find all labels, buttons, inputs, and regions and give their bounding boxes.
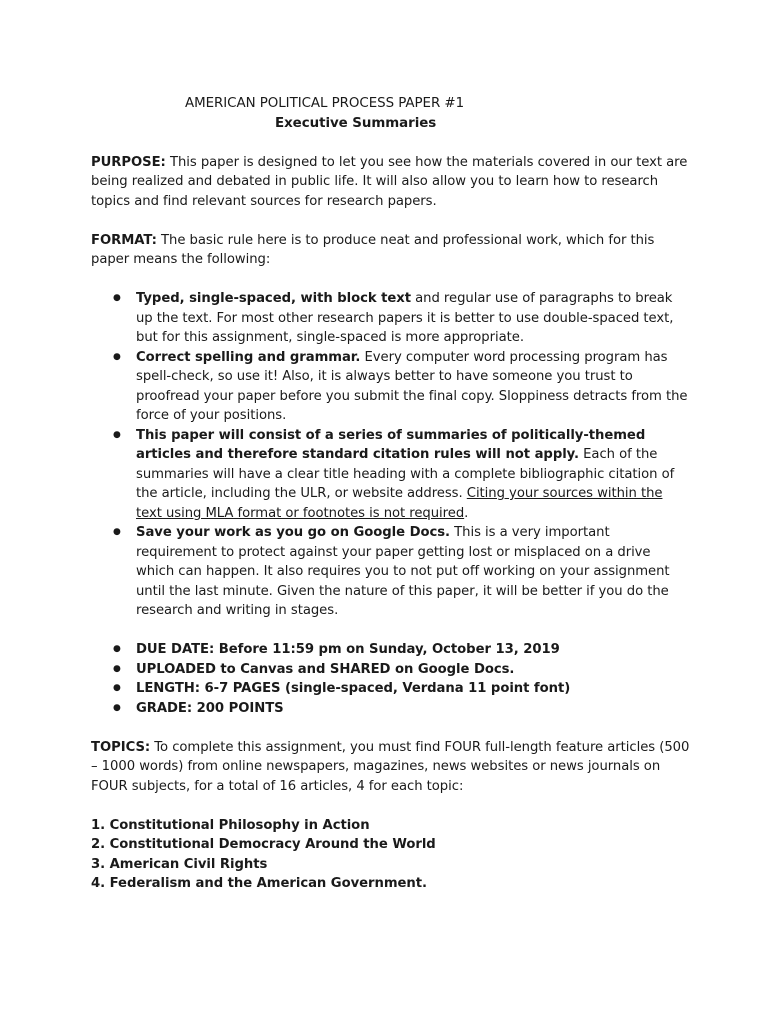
requirement-text: Each of the summaries will have a clear title heading with a complete bibliographic citation of the article, including the ULR, or website address. (136, 447, 675, 501)
requirement-heading: This paper will consist of a series of summaries of politically-themed articles and therefore standard citation rules will not apply. (136, 427, 646, 462)
topic-item: 2. Constitutional Democracy Around the World (91, 837, 436, 852)
citation-note-end: . (464, 505, 469, 521)
due-date-item: ● DUE DATE: Before 11:59 pm on Sunday, October 13, 2019 (91, 640, 691, 660)
requirement-heading: Typed, single-spaced, with block text (136, 291, 411, 306)
requirement-heading: Save your work as you go on Google Docs. (136, 525, 451, 540)
purpose-text: This paper is designed to let you see how the materials covered in our text are being realized and debated in public life. It will also allow you to learn how to research topics and find relevant sources for research papers. (91, 154, 688, 209)
requirement-heading: Correct spelling and grammar. (136, 349, 361, 365)
topic-item: 3. American Civil Rights (91, 856, 268, 872)
topics-paragraph (91, 738, 691, 797)
grade-item: ● GRADE: 200 POINTS (91, 699, 691, 719)
requirement-text: This is a very important requirement to protect against your paper getting lost or misplaced on a drive which can happen. It also requires you to not put off working on your assignment until the last minute. Given the nature of this paper, it will be better if you do the research and writing in stages. (136, 525, 670, 618)
topic-item: 4. Federalism and the American Government. (91, 876, 427, 891)
requirements-list (91, 289, 691, 621)
purpose-label: PURPOSE: (91, 154, 166, 170)
list-item (91, 289, 691, 348)
format-label: FORMAT: (91, 232, 157, 248)
topics-label: TOPICS: (91, 739, 151, 755)
list-item (91, 523, 691, 621)
requirement-text: and regular use of paragraphs to break up the text. For most other research papers it is better to use double-spaced text, but for this assignment, single-spaced is more appropriate. (136, 291, 674, 345)
topic-item: 1. Constitutional Philosophy in Action (91, 817, 370, 833)
topics-list (91, 816, 691, 894)
purpose-paragraph (91, 153, 691, 212)
format-paragraph (91, 231, 691, 270)
topics-text: To complete this assignment, you must find FOUR full-length feature articles (500 – 1000 words) from online newspapers, magazines, news websites or news journals on FOUR subjects, for a total of 16 articles, 4 for each topic: (91, 739, 690, 794)
requirement-text: Every computer word processing program has spell-check, so use it! Also, it is always better to have someone you trust to proofread your paper before you submit the final copy. Sloppiness detracts from the force of your positions. (136, 349, 688, 423)
list-item (91, 348, 691, 426)
upload-item: ● UPLOADED to Canvas and SHARED on Google Docs. (91, 660, 691, 680)
due-list (91, 640, 691, 718)
page-title: AMERICAN POLITICAL PROCESS PAPER #1 (185, 96, 465, 111)
format-text: The basic rule here is to produce neat and professional work, which for this paper means the following: (91, 232, 655, 267)
document-body (91, 94, 691, 894)
citation-note: Citing your sources within the text using MLA format or footnotes is not required (136, 486, 663, 521)
page-subtitle: Executive Summaries (275, 115, 437, 131)
length-item: ● LENGTH: 6-7 PAGES (single-spaced, Verdana 11 point font) (91, 679, 691, 699)
list-item (91, 426, 691, 524)
